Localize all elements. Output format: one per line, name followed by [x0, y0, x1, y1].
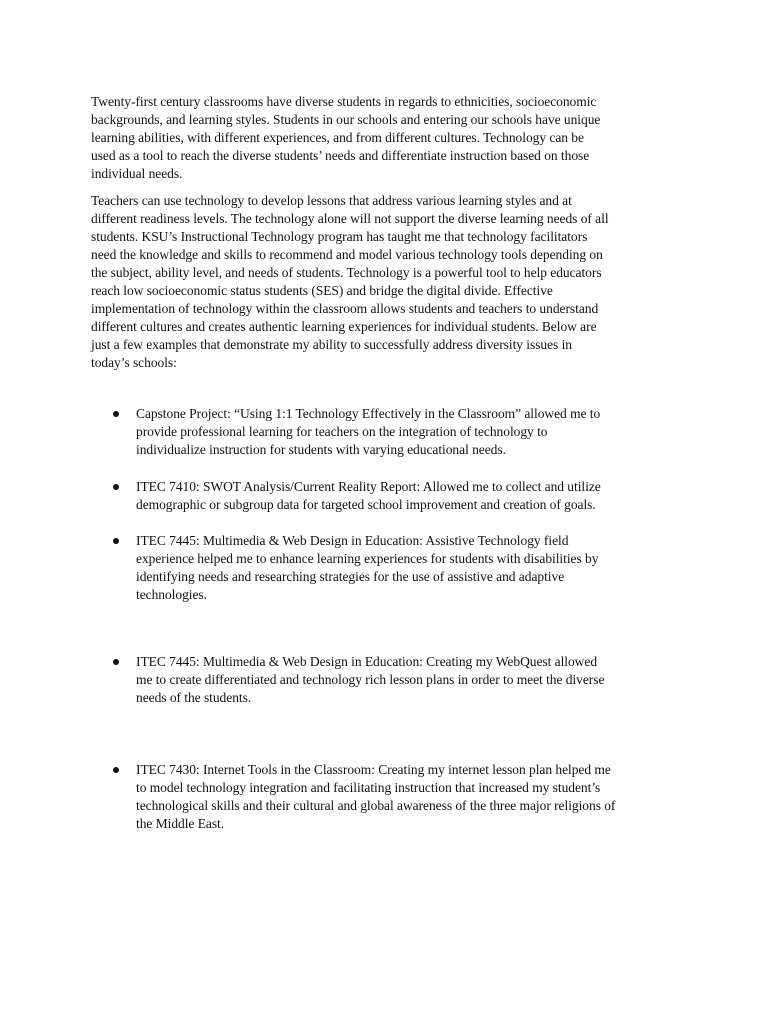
bullet-icon [113, 659, 119, 665]
list-item-itec-7430: ITEC 7430: Internet Tools in the Classroom: Creating my internet lesson plan helped me to model technology integration and facilitating instruction that increased my student’s technological skills and their cultural and global awareness of the three major religions of the Middle East. [136, 762, 616, 831]
list-item-itec-7445-assistive: ITEC 7445: Multimedia & Web Design in Education: Assistive Technology field experience helped me to enhance learning experiences for students with disabilities by identifying needs and researching strategies for the use of assistive and adaptive technologies. [136, 533, 599, 602]
bullet-icon [113, 767, 119, 773]
bullet-icon [113, 484, 119, 490]
list-item-itec-7445-webquest: ITEC 7445: Multimedia & Web Design in Education: Creating my WebQuest allowed me to create differentiated and technology rich lesson plans in order to meet the diverse needs of the students. [136, 654, 605, 705]
bullet-icon [113, 411, 119, 417]
list-item-itec-7410: ITEC 7410: SWOT Analysis/Current Reality Report: Allowed me to collect and utilize demographic or subgroup data for targeted school improvement and creation of goals. [136, 479, 601, 512]
list-item-capstone: Capstone Project: “Using 1:1 Technology Effectively in the Classroom” allowed me to provide professional learning for teachers on the integration of technology to individualize instruction for students with varying educational needs. [136, 406, 601, 457]
intro-paragraph: Twenty-first century classrooms have diverse students in regards to ethnicities, socioeconomic backgrounds, and learning styles. Students in our schools and entering our schools have unique learning abilities, with different experiences, and from different cultures. Technology can be used as a tool to reach the diverse students’ needs and differentiate instruction based on those individual needs. [91, 94, 601, 181]
body-paragraph: Teachers can use technology to develop lessons that address various learning styles and at different readiness levels. The technology alone will not support the diverse learning needs of all students. KSU’s Instructional Technology program has taught me that technology facilitators need the knowledge and skills to recommend and model various technology tools depending on the subject, ability level, and needs of students. Technology is a powerful tool to help educators reach low socioeconomic status students (SES) and bridge the digital divide. Effective implementation of technology within the classroom allows students and teachers to understand different cultures and creates authentic learning experiences for individual students. Below are just a few examples that demonstrate my ability to successfully address diversity issues in today’s schools: [91, 193, 609, 370]
bullet-icon [113, 538, 119, 544]
